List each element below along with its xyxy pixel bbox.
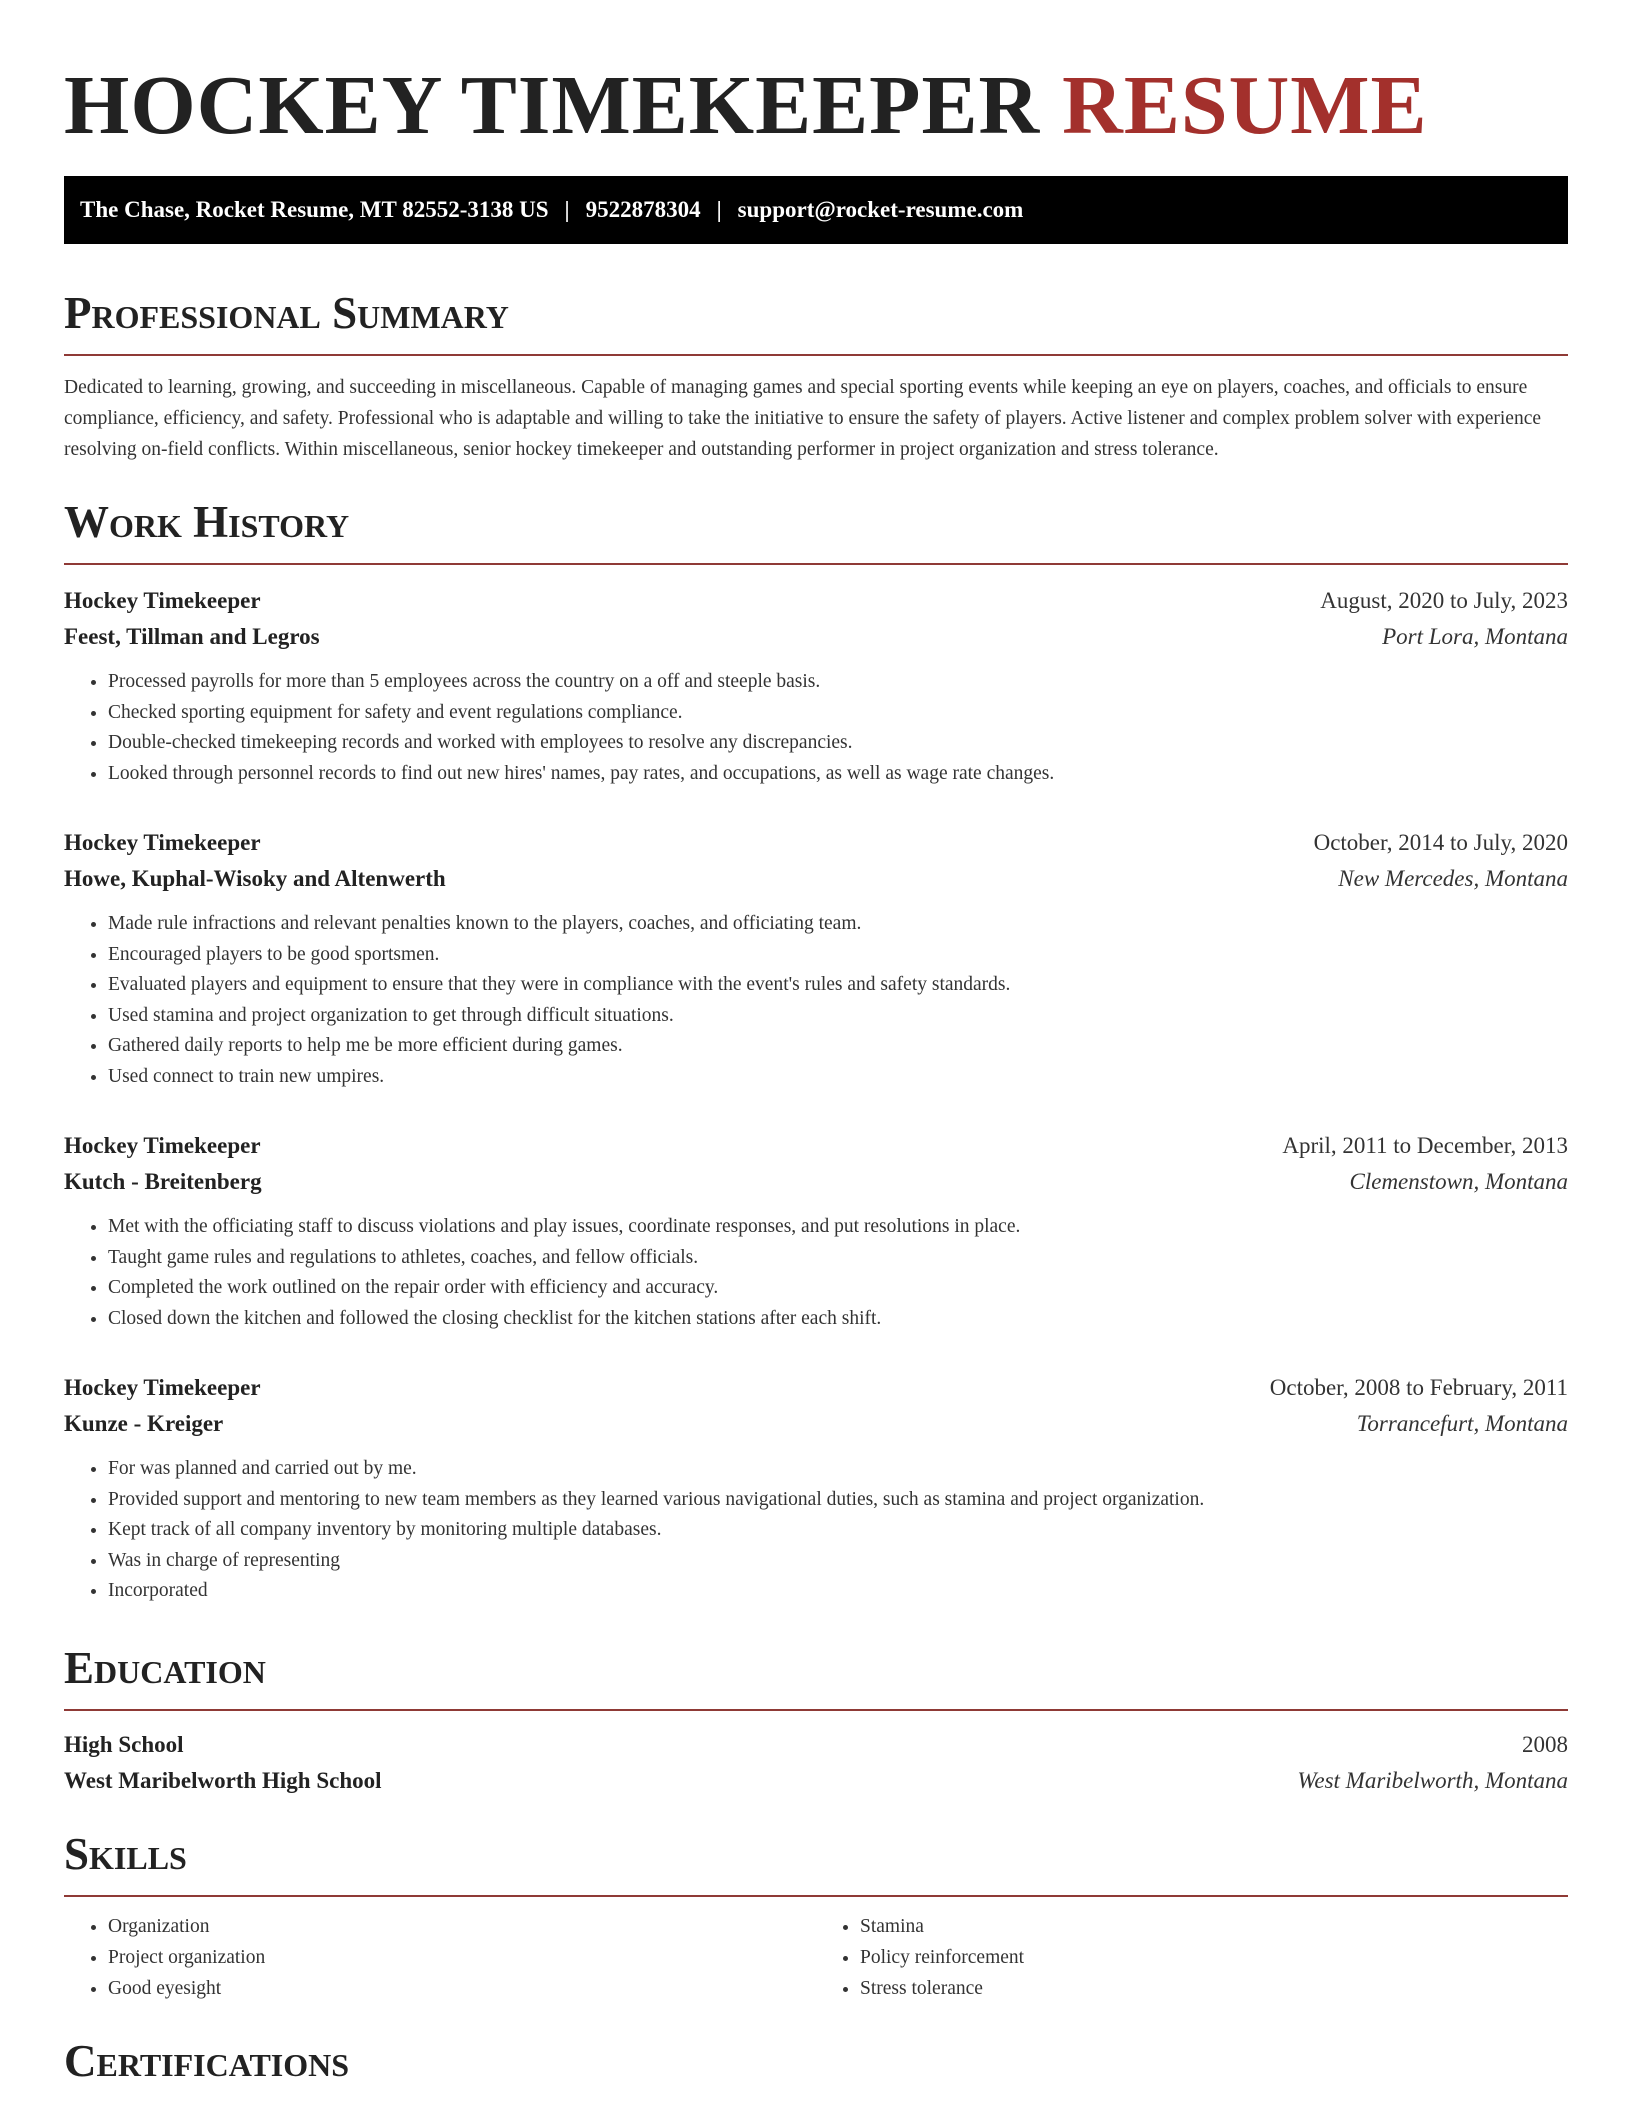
job-bullet: • Gathered daily reports to help me be more efficient during games.	[108, 1031, 1568, 1062]
skills-column-right	[816, 1911, 1568, 2004]
skill-item: • Project organization	[108, 1942, 816, 1973]
job-bullets	[64, 1454, 1568, 1607]
job-bullets	[64, 1212, 1568, 1334]
job-bullet: • Incorporated	[108, 1576, 1568, 1607]
skills-column-left	[64, 1911, 816, 2004]
job-company: Howe, Kuphal-Wisoky and Altenwerth	[64, 866, 446, 891]
contact-address: The Chase, Rocket Resume, MT 82552-3138 US	[80, 197, 549, 222]
job-bullet: • Used stamina and project organization to get through difficult situations.	[108, 1001, 1568, 1032]
job-bullet: • Provided support and mentoring to new team members as they learned various navigational duties, such as stamina and project organization.	[108, 1485, 1568, 1516]
job-entry	[64, 583, 1568, 789]
job-company: Kunze - Kreiger	[64, 1411, 224, 1436]
section-title-skills: Skills	[64, 1827, 1568, 1897]
job-bullet: • Taught game rules and regulations to athletes, coaches, and fellow officials.	[108, 1243, 1568, 1274]
job-bullet: • Processed payrolls for more than 5 employees across the country on a off and steeple basis.	[108, 667, 1568, 698]
education-school: West Maribelworth High School	[64, 1767, 382, 1793]
job-title: Hockey Timekeeper	[64, 588, 261, 613]
section-title-education: Education	[64, 1641, 1568, 1711]
job-bullet: • Looked through personnel records to find out new hires' names, pay rates, and occupations, as well as wage rate changes.	[108, 759, 1568, 790]
skill-item: • Organization	[108, 1911, 816, 1942]
job-bullet: • For was planned and carried out by me.	[108, 1454, 1568, 1485]
skill-item: • Stamina	[860, 1911, 1568, 1942]
job-entry	[64, 1128, 1568, 1334]
contact-separator: |	[716, 197, 722, 222]
job-dates: April, 2011 to December, 2013	[1282, 1133, 1568, 1158]
job-location: Clemenstown, Montana	[1349, 1169, 1568, 1194]
job-location: Torrancefurt, Montana	[1356, 1411, 1568, 1436]
job-dates: October, 2008 to February, 2011	[1269, 1375, 1568, 1400]
education-location: West Maribelworth, Montana	[1297, 1767, 1568, 1793]
job-bullet: • Closed down the kitchen and followed the closing checklist for the kitchen stations after each shift.	[108, 1304, 1568, 1335]
job-bullet: • Made rule infractions and relevant penalties known to the players, coaches, and officiating team.	[108, 909, 1568, 940]
job-bullets	[64, 667, 1568, 789]
education-entry	[64, 1727, 1568, 1799]
skill-item: • Policy reinforcement	[860, 1942, 1568, 1973]
job-entry	[64, 1370, 1568, 1607]
education-degree: High School	[64, 1731, 184, 1757]
job-bullet: • Used connect to train new umpires.	[108, 1062, 1568, 1093]
job-bullet: • Double-checked timekeeping records and worked with employees to resolve any discrepancies.	[108, 728, 1568, 759]
job-location: Port Lora, Montana	[1382, 624, 1568, 649]
work-history-list	[64, 583, 1568, 1607]
education-year: 2008	[1522, 1731, 1568, 1757]
job-bullet: • Evaluated players and equipment to ensure that they were in compliance with the event's rules and safety standards.	[108, 970, 1568, 1001]
job-bullet: • Kept track of all company inventory by monitoring multiple databases.	[108, 1515, 1568, 1546]
job-bullet: • Completed the work outlined on the repair order with efficiency and accuracy.	[108, 1273, 1568, 1304]
skill-item: • Good eyesight	[108, 1973, 816, 2004]
resume-title	[64, 0, 1568, 176]
job-dates: October, 2014 to July, 2020	[1313, 830, 1568, 855]
job-bullet: • Encouraged players to be good sportsmen.	[108, 940, 1568, 971]
job-bullet: • Was in charge of representing	[108, 1546, 1568, 1577]
section-title-summary: Professional Summary	[64, 286, 1568, 356]
contact-phone[interactable]: 9522878304	[585, 197, 701, 222]
job-bullet: • Met with the officiating staff to discuss violations and play issues, coordinate responses, and put resolutions in place.	[108, 1212, 1568, 1243]
job-dates: August, 2020 to July, 2023	[1320, 588, 1568, 613]
job-title: Hockey Timekeeper	[64, 1375, 261, 1400]
skill-item: • Stress tolerance	[860, 1973, 1568, 2004]
job-location: New Mercedes, Montana	[1338, 866, 1568, 891]
job-title: Hockey Timekeeper	[64, 1133, 261, 1158]
contact-separator: |	[564, 197, 570, 222]
contact-email[interactable]: support@rocket-resume.com	[737, 197, 1024, 222]
section-title-certifications: Certifications	[64, 2035, 350, 2086]
job-company: Feest, Tillman and Legros	[64, 624, 320, 649]
job-entry	[64, 825, 1568, 1092]
skills-grid	[64, 1911, 1568, 2004]
title-main: HOCKEY TIMEKEEPER	[64, 59, 1041, 152]
section-title-work-history: Work History	[64, 495, 1568, 565]
contact-bar	[64, 176, 1568, 244]
job-title: Hockey Timekeeper	[64, 830, 261, 855]
summary-text: Dedicated to learning, growing, and succeeding in miscellaneous. Capable of managing games and special sporting events while keeping an eye on players, coaches, and officials to ensure compliance, efficiency, and safety. Professional who is adaptable and willing to take the initiative to ensure the safety of players. Active listener and complex problem solver with experience resolving on-field conflicts. Within miscellaneous, senior hockey timekeeper and outstanding performer in project organization and stress tolerance.	[64, 377, 1542, 460]
job-company: Kutch - Breitenberg	[64, 1169, 262, 1194]
title-accent: RESUME	[1062, 59, 1428, 152]
job-bullet: • Checked sporting equipment for safety and event regulations compliance.	[108, 698, 1568, 729]
job-bullets	[64, 909, 1568, 1092]
